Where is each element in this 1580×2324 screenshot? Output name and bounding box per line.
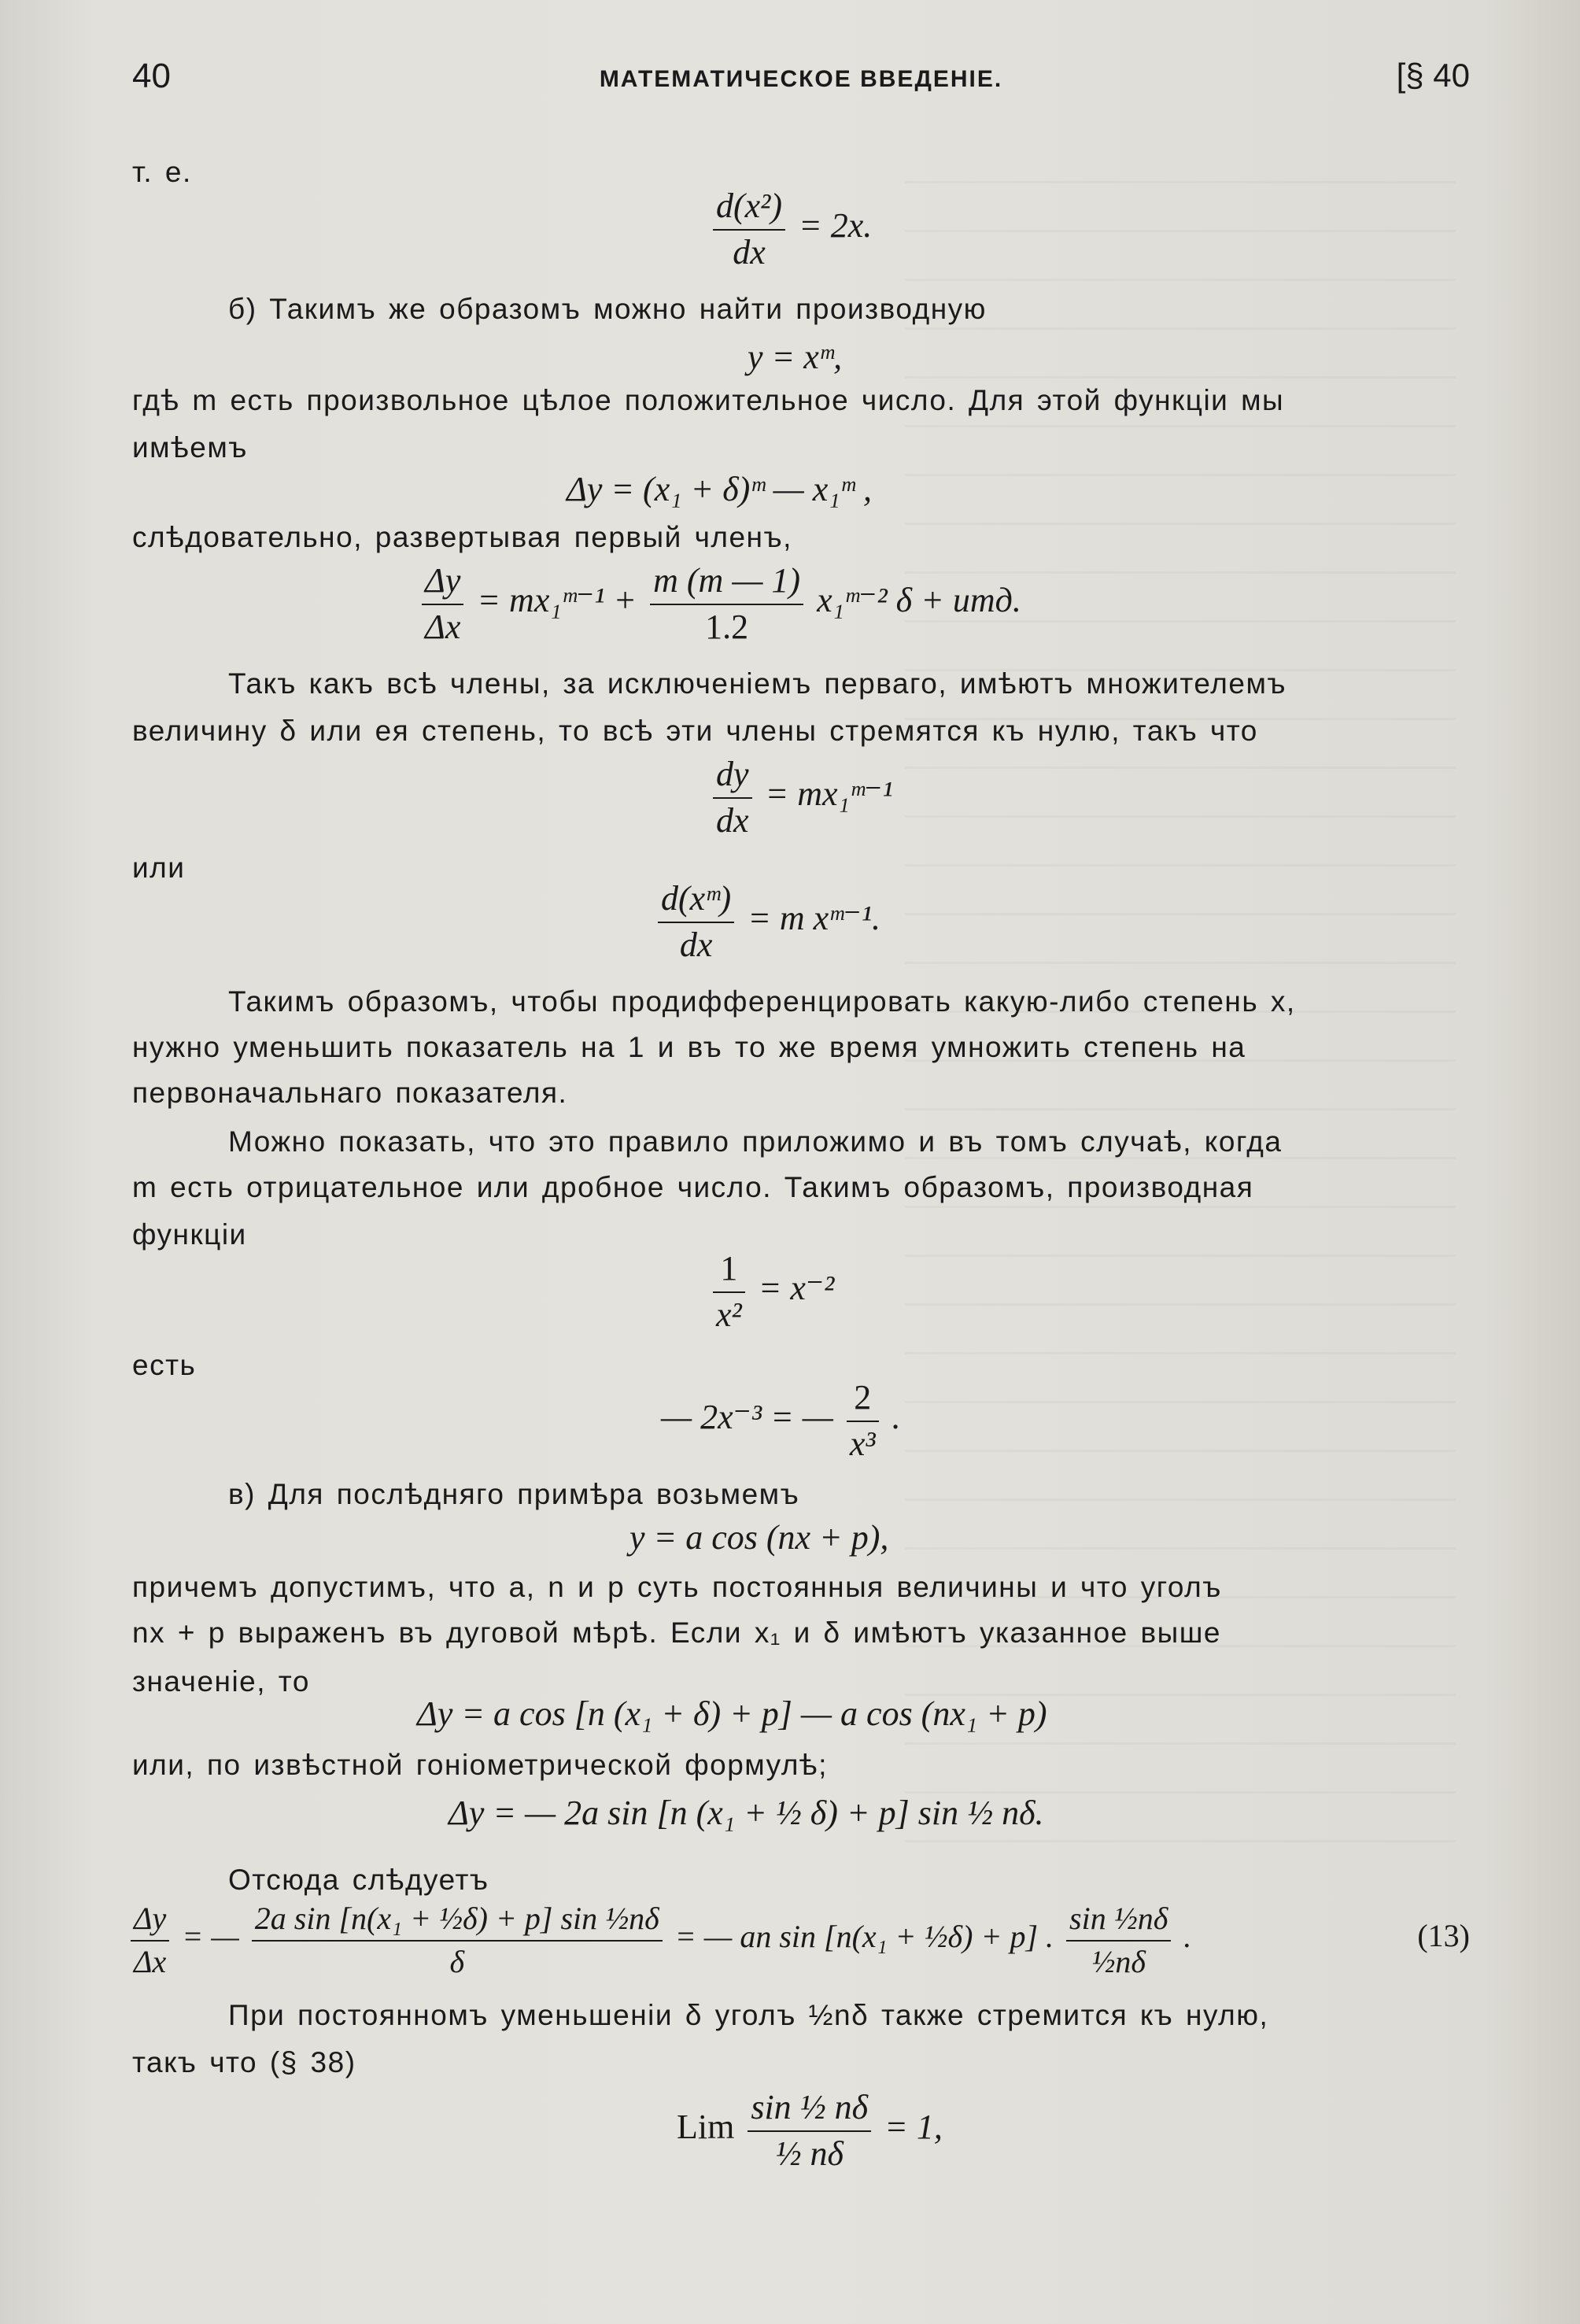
equation-number: (13) (1417, 1918, 1470, 1953)
running-header (132, 57, 1470, 104)
limit-operator: Lim (677, 2108, 735, 2147)
equation-cosine-difference: Δy = a cos [n (x₁ + δ) + p] — a cos (nx₁ + p) (417, 1694, 1047, 1733)
numerator: 1 (713, 1248, 745, 1293)
fraction (650, 560, 803, 647)
text-line: слѣдовательно, развертывая первый членъ, (132, 521, 792, 553)
numerator: 2a sin [n(x₁ + ½δ) + p] sin ½nδ (252, 1900, 663, 1942)
denominator: ½nδ (1091, 1944, 1146, 1979)
text-line: гдѣ m есть произвольное цѣлое положительное число. Для этой функціи мы (132, 384, 1285, 416)
denominator: Δx (134, 1944, 167, 1979)
text-line: нужно уменьшить показатель на 1 и въ то же время умножить степень на (132, 1031, 1246, 1063)
denominator: dx (679, 926, 713, 964)
text-line: функціи (132, 1218, 247, 1251)
numerator: Δy (422, 560, 463, 605)
text-line: значеніе, то (132, 1665, 310, 1698)
equation-cosine: y = a cos (nx + p), (629, 1518, 889, 1557)
text-line: или, по извѣстной гоніометрической формулѣ; (132, 1749, 828, 1781)
fraction (713, 1248, 745, 1335)
text-line: Отсюда слѣдуетъ (228, 1864, 489, 1896)
numerator: Δy (131, 1900, 169, 1942)
denominator: δ (449, 1944, 465, 1979)
text-line: При постоянномъ уменьшеніи δ уголъ ½nδ также стремится къ нулю, (228, 1999, 1269, 2031)
equation-part: = mx₁ᵐ⁻¹ + (477, 581, 637, 620)
fraction (748, 2087, 871, 2174)
equation-rhs: = 2x. (799, 206, 873, 246)
denominator: dx (733, 233, 766, 272)
denominator: x³ (849, 1424, 876, 1463)
text-line: имѣемъ (132, 431, 248, 464)
equation-d-xm (653, 878, 880, 965)
text-line: m есть отрицательное или дробное число. Такимъ образомъ, производная (132, 1171, 1254, 1203)
equation-rhs: = mx₁ᵐ⁻¹ (765, 774, 893, 814)
text-line: Можно показать, что это правило приложимо и въ томъ случаѣ, когда (228, 1125, 1283, 1158)
fraction (713, 754, 752, 841)
fraction (1066, 1900, 1171, 1980)
numerator: 2 (847, 1377, 879, 1422)
equation-rhs: = 1, (884, 2108, 943, 2147)
equation-reciprocal (708, 1248, 834, 1335)
fraction (847, 1377, 879, 1464)
text-line: б) Такимъ же образомъ можно найти производную (228, 293, 987, 325)
text-line: т. е. (132, 156, 192, 188)
text-line: nx + p выраженъ въ дуговой мѣрѣ. Если x₁ и δ имѣютъ указанное выше (132, 1616, 1222, 1649)
fraction (713, 186, 785, 272)
equation-delta-y: Δy = (x₁ + δ)ᵐ — x₁ᵐ , (567, 470, 872, 508)
text-line: Такъ какъ всѣ члены, за исключеніемъ перваго, имѣютъ множителемъ (228, 667, 1287, 700)
equation-part: — 2x⁻³ = — (661, 1398, 833, 1437)
section-marker: [§ 40 (1396, 57, 1470, 94)
numerator: d(x²) (713, 186, 785, 231)
equation-limit (677, 2087, 943, 2174)
denominator: ½ nδ (775, 2134, 844, 2173)
numerator: dy (713, 754, 752, 799)
equation-13 (126, 1900, 1191, 1980)
equation-sine-product: Δy = — 2a sin [n (x₁ + ½ δ) + p] sin ½ nδ. (449, 1794, 1044, 1832)
text-line: такъ что (§ 38) (132, 2046, 356, 2078)
text-line: величину δ или ея степень, то всѣ эти члены стремятся къ нулю, такъ что (132, 715, 1258, 747)
equation-derivative-result (661, 1377, 901, 1464)
numerator: d(xᵐ) (658, 878, 734, 923)
denominator: 1.2 (705, 608, 749, 646)
fraction (252, 1900, 663, 1980)
fraction (658, 878, 734, 965)
equation-dx2 (708, 186, 872, 272)
denominator: Δx (425, 608, 461, 646)
text-line: первоначальнаго показателя. (132, 1077, 568, 1109)
equation-part: . (1183, 1919, 1192, 1955)
numerator: m (m — 1) (650, 560, 803, 605)
equation-part: = — an sin [n(x₁ + ½δ) + p] . (674, 1919, 1054, 1955)
denominator: x² (716, 1295, 742, 1334)
equation-part: . (892, 1398, 901, 1437)
page-number: 40 (132, 57, 171, 95)
text-line: причемъ допустимъ, что a, n и p суть постоянныя величины и что уголъ (132, 1571, 1222, 1603)
text-line: есть (132, 1349, 197, 1381)
text-line: Такимъ образомъ, чтобы продифференцировать какую-либо степень x, (228, 985, 1296, 1018)
equation-rhs: = x⁻² (758, 1269, 835, 1308)
running-title: МАТЕМАТИЧЕСКОЕ ВВЕДЕНІЕ. (599, 66, 1003, 92)
equation-expansion (417, 560, 1021, 647)
fraction (131, 1900, 169, 1980)
equation-rhs: = m xᵐ⁻¹. (748, 899, 880, 938)
numerator: sin ½ nδ (748, 2087, 871, 2132)
equation-part: x₁ᵐ⁻² δ + итд. (817, 581, 1021, 620)
numerator: sin ½nδ (1066, 1900, 1171, 1942)
text-line: в) Для послѣдняго примѣра возьмемъ (228, 1478, 800, 1510)
equation-part: = — (182, 1919, 239, 1955)
equation-dy-dx (708, 754, 893, 841)
equation-power-function: y = xᵐ, (748, 338, 843, 376)
denominator: dx (716, 801, 749, 840)
fraction (422, 560, 463, 647)
text-line: или (132, 852, 186, 884)
